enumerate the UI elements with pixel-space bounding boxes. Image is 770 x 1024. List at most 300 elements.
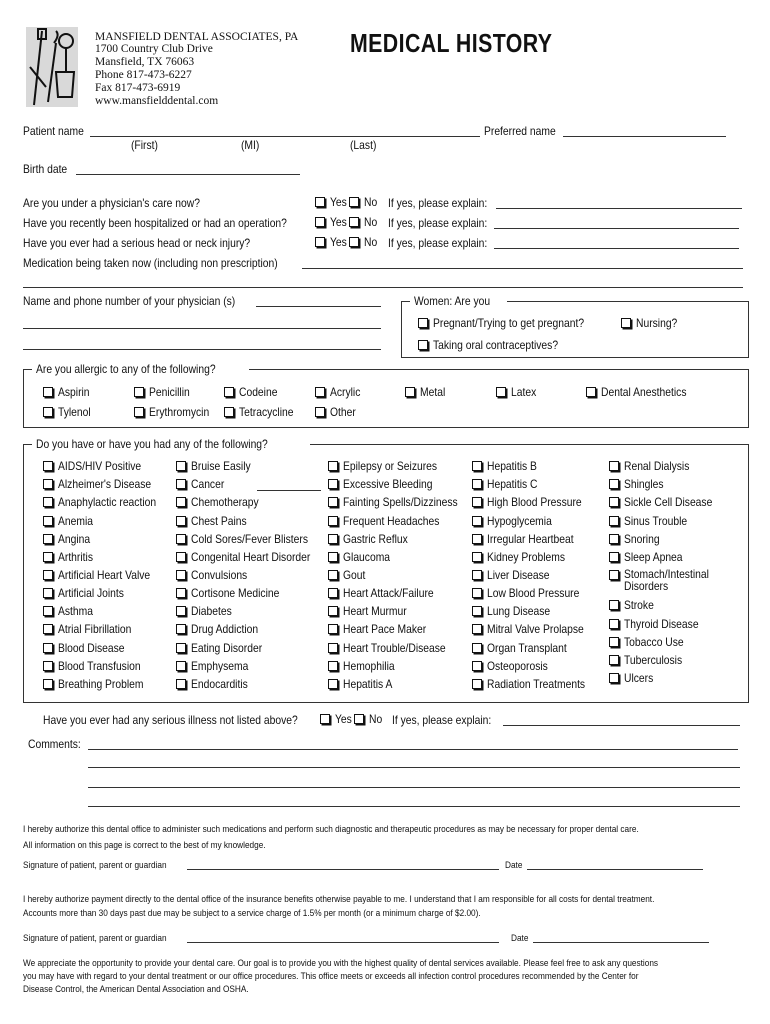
nursing-label: Nursing? bbox=[636, 316, 678, 330]
condition-item bbox=[609, 653, 692, 667]
condition-checkbox[interactable] bbox=[609, 655, 619, 665]
signature-field-2[interactable] bbox=[187, 942, 499, 943]
condition-label: Mitral Valve Prolapse bbox=[487, 622, 584, 636]
allergy-label: Metal bbox=[420, 385, 446, 399]
fax: Fax 817-473-6919 bbox=[95, 82, 181, 94]
condition-checkbox[interactable] bbox=[472, 606, 482, 616]
condition-item bbox=[472, 604, 560, 618]
serious-options bbox=[320, 712, 384, 726]
condition-label: Liver Disease bbox=[487, 568, 550, 582]
q3-explain-field[interactable] bbox=[494, 248, 739, 249]
date-field-2[interactable] bbox=[533, 942, 709, 943]
checkbox[interactable] bbox=[43, 407, 53, 417]
condition-label: Sinus Trouble bbox=[624, 514, 688, 528]
condition-label: Stomach/Intestinal Disorders bbox=[624, 567, 709, 593]
condition-label: Blood Transfusion bbox=[58, 659, 141, 673]
condition-checkbox[interactable] bbox=[176, 606, 186, 616]
signature-label-2: Signature of patient, parent or guardian bbox=[23, 933, 167, 944]
condition-label: Congenital Heart Disorder bbox=[191, 550, 311, 564]
condition-checkbox[interactable] bbox=[472, 497, 482, 507]
allergy-dental-anesthetics bbox=[586, 385, 700, 399]
condition-checkbox[interactable] bbox=[328, 661, 338, 671]
birth-date-label: Birth date bbox=[23, 162, 68, 176]
condition-item bbox=[43, 459, 155, 473]
condition-checkbox[interactable] bbox=[176, 588, 186, 598]
condition-label: Heart Trouble/Disease bbox=[343, 641, 446, 655]
website[interactable]: www.mansfielddental.com bbox=[95, 95, 219, 107]
condition-item bbox=[472, 641, 580, 655]
q1-options bbox=[315, 195, 379, 209]
question-hospitalized: Have you recently been hospitalized or had an operation? bbox=[23, 216, 287, 230]
allergy-label: Other bbox=[330, 405, 356, 419]
date-label-2: Date bbox=[511, 933, 529, 944]
condition-item bbox=[328, 677, 400, 691]
condition-label: Hepatitis A bbox=[343, 677, 393, 691]
allergy-aspirin bbox=[43, 385, 95, 399]
condition-label: Ulcers bbox=[624, 671, 654, 685]
pregnant-checkbox[interactable] bbox=[418, 318, 428, 328]
allergy-acrylic bbox=[315, 385, 365, 399]
checkbox[interactable] bbox=[496, 387, 506, 397]
condition-label: Asthma bbox=[58, 604, 93, 618]
condition-item bbox=[609, 495, 727, 509]
conditions-legend: Do you have or have you had any of the following? bbox=[36, 437, 268, 451]
condition-label: Convulsions bbox=[191, 568, 248, 582]
condition-label: Chest Pains bbox=[191, 514, 247, 528]
condition-checkbox[interactable] bbox=[609, 497, 619, 507]
condition-label: Hepatitis C bbox=[487, 477, 538, 491]
condition-label: Anemia bbox=[58, 514, 93, 528]
condition-item bbox=[609, 459, 700, 473]
first-name-label: (First) bbox=[131, 138, 158, 152]
condition-label: Artificial Joints bbox=[58, 586, 124, 600]
condition-item bbox=[176, 641, 274, 655]
allergy-label: Tetracycline bbox=[239, 405, 294, 419]
condition-label: Endocarditis bbox=[191, 677, 248, 691]
condition-label: Snoring bbox=[624, 532, 660, 546]
last-name-label: (Last) bbox=[350, 138, 377, 152]
checkbox[interactable] bbox=[224, 387, 234, 397]
allergy-erythromycin bbox=[134, 405, 219, 419]
condition-item bbox=[609, 550, 692, 564]
q1-no-checkbox[interactable] bbox=[349, 197, 359, 207]
allergy-codeine bbox=[224, 385, 284, 399]
condition-label: Low Blood Pressure bbox=[487, 586, 580, 600]
serious-explain-label: If yes, please explain: bbox=[392, 713, 492, 727]
physician-label: Name and phone number of your physician (s) bbox=[23, 294, 236, 308]
condition-label: Heart Pace Maker bbox=[343, 622, 427, 636]
condition-checkbox[interactable] bbox=[176, 570, 186, 580]
condition-item bbox=[176, 532, 327, 546]
condition-checkbox[interactable] bbox=[176, 679, 186, 689]
condition-checkbox[interactable] bbox=[328, 606, 338, 616]
serious-explain-field[interactable] bbox=[503, 725, 740, 726]
condition-checkbox[interactable] bbox=[43, 516, 53, 526]
condition-item bbox=[609, 532, 665, 546]
comments-field-2[interactable] bbox=[88, 767, 740, 768]
condition-item bbox=[609, 568, 744, 592]
condition-item bbox=[176, 622, 269, 636]
closing-text-1: We appreciate the opportunity to provide your dental care. Our goal is to provide you with the highest quality of dental services available. Please feel free to ask any questions bbox=[23, 958, 659, 969]
condition-checkbox[interactable] bbox=[43, 534, 53, 544]
condition-item bbox=[43, 659, 154, 673]
closing-text-2: you may have with regard to your dental treatment or our office procedures. This office meets or exceeds all infection control procedures recommended by the Center for bbox=[23, 971, 639, 982]
medication-field-2[interactable] bbox=[23, 287, 743, 288]
condition-item bbox=[609, 635, 693, 649]
cancer-type-field[interactable] bbox=[257, 490, 321, 491]
condition-checkbox[interactable] bbox=[609, 552, 619, 562]
condition-label: Cancer bbox=[191, 477, 225, 491]
comments-field-1[interactable] bbox=[88, 749, 738, 750]
checkbox[interactable] bbox=[134, 407, 144, 417]
checkbox[interactable] bbox=[586, 387, 596, 397]
medication-label: Medication being taken now (including non prescription) bbox=[23, 256, 278, 270]
condition-label: Cortisone Medicine bbox=[191, 586, 280, 600]
checkbox[interactable] bbox=[405, 387, 415, 397]
pregnant-option bbox=[418, 316, 609, 330]
question-physician-care: Are you under a physician's care now? bbox=[23, 196, 200, 210]
condition-label: Radiation Treatments bbox=[487, 677, 586, 691]
condition-label: Drug Addiction bbox=[191, 622, 259, 636]
condition-item bbox=[328, 495, 476, 509]
condition-checkbox[interactable] bbox=[176, 479, 186, 489]
condition-label: Chemotherapy bbox=[191, 495, 259, 509]
allergy-tylenol bbox=[43, 405, 96, 419]
condition-label: Heart Murmur bbox=[343, 604, 407, 618]
nursing-checkbox[interactable] bbox=[621, 318, 631, 328]
allergy-label: Dental Anesthetics bbox=[601, 385, 687, 399]
condition-label: Anaphylactic reaction bbox=[58, 495, 157, 509]
condition-item bbox=[328, 514, 455, 528]
condition-item bbox=[176, 477, 230, 491]
condition-checkbox[interactable] bbox=[176, 516, 186, 526]
signature-field-1[interactable] bbox=[187, 869, 499, 870]
condition-item bbox=[176, 514, 256, 528]
condition-checkbox[interactable] bbox=[472, 479, 482, 489]
condition-checkbox[interactable] bbox=[472, 624, 482, 634]
condition-checkbox[interactable] bbox=[43, 679, 53, 689]
condition-checkbox[interactable] bbox=[43, 588, 53, 598]
condition-checkbox[interactable] bbox=[176, 643, 186, 653]
medication-field[interactable] bbox=[302, 268, 743, 269]
condition-checkbox[interactable] bbox=[176, 624, 186, 634]
condition-item bbox=[328, 659, 403, 673]
mi-label: (MI) bbox=[241, 138, 260, 152]
checkbox[interactable] bbox=[43, 387, 53, 397]
date-label-1: Date bbox=[505, 860, 523, 871]
authorization-text-1b: All information on this page is correct to the best of my knowledge. bbox=[23, 840, 266, 851]
condition-item bbox=[43, 550, 99, 564]
condition-label: Sleep Apnea bbox=[624, 550, 683, 564]
condition-item bbox=[472, 568, 560, 582]
condition-item bbox=[43, 604, 99, 618]
condition-label: Angina bbox=[58, 532, 91, 546]
condition-checkbox[interactable] bbox=[43, 624, 53, 634]
yes-label: Yes bbox=[330, 215, 347, 229]
condition-checkbox[interactable] bbox=[472, 661, 482, 671]
condition-item bbox=[43, 586, 135, 600]
condition-label: Thyroid Disease bbox=[624, 617, 699, 631]
practice-name: MANSFIELD DENTAL ASSOCIATES, PA bbox=[95, 31, 299, 43]
condition-item bbox=[328, 477, 447, 491]
condition-label: Excessive Bleeding bbox=[343, 477, 433, 491]
condition-item bbox=[328, 550, 398, 564]
allergy-label: Acrylic bbox=[330, 385, 361, 399]
condition-item bbox=[176, 677, 257, 691]
condition-item bbox=[472, 586, 594, 600]
no-label: No bbox=[363, 215, 378, 229]
condition-checkbox[interactable] bbox=[43, 552, 53, 562]
physician-field-3[interactable] bbox=[23, 349, 381, 350]
allergy-penicillin bbox=[134, 385, 196, 399]
allergy-label: Codeine bbox=[239, 385, 278, 399]
contraceptives-checkbox[interactable] bbox=[418, 340, 428, 350]
practice-logo bbox=[26, 27, 78, 107]
condition-checkbox[interactable] bbox=[472, 461, 482, 471]
condition-label: Bruise Easily bbox=[191, 459, 251, 473]
condition-checkbox[interactable] bbox=[472, 679, 482, 689]
condition-item bbox=[43, 532, 95, 546]
condition-label: Osteoporosis bbox=[487, 659, 548, 673]
address-line1: 1700 Country Club Drive bbox=[95, 43, 213, 55]
serious-yes-checkbox[interactable] bbox=[320, 714, 330, 724]
allergy-metal bbox=[405, 385, 449, 399]
allergy-label: Erythromycin bbox=[149, 405, 210, 419]
condition-checkbox[interactable] bbox=[609, 534, 619, 544]
condition-checkbox[interactable] bbox=[609, 516, 619, 526]
q3-yes-checkbox[interactable] bbox=[315, 237, 325, 247]
patient-name-field[interactable] bbox=[90, 136, 480, 137]
condition-item bbox=[43, 622, 143, 636]
q1-explain-label: If yes, please explain: bbox=[388, 196, 488, 210]
no-label: No bbox=[368, 712, 383, 726]
women-legend: Women: Are you bbox=[414, 294, 491, 308]
condition-item bbox=[176, 604, 238, 618]
condition-item bbox=[43, 677, 157, 691]
condition-checkbox[interactable] bbox=[472, 588, 482, 598]
condition-checkbox[interactable] bbox=[609, 570, 619, 580]
allergy-label: Latex bbox=[511, 385, 537, 399]
condition-checkbox[interactable] bbox=[328, 534, 338, 544]
condition-checkbox[interactable] bbox=[43, 643, 53, 653]
condition-checkbox[interactable] bbox=[328, 588, 338, 598]
condition-checkbox[interactable] bbox=[472, 516, 482, 526]
condition-item bbox=[176, 586, 294, 600]
condition-checkbox[interactable] bbox=[176, 461, 186, 471]
allergy-label: Tylenol bbox=[58, 405, 91, 419]
condition-label: Artificial Heart Valve bbox=[58, 568, 151, 582]
physician-field-2[interactable] bbox=[23, 328, 381, 329]
serious-no-checkbox[interactable] bbox=[354, 714, 364, 724]
q1-yes-checkbox[interactable] bbox=[315, 197, 325, 207]
comments-field-4[interactable] bbox=[88, 806, 740, 807]
condition-checkbox[interactable] bbox=[43, 606, 53, 616]
condition-checkbox[interactable] bbox=[609, 637, 619, 647]
condition-item bbox=[472, 495, 597, 509]
condition-label: Sickle Cell Disease bbox=[624, 495, 713, 509]
q3-no-checkbox[interactable] bbox=[349, 237, 359, 247]
condition-item bbox=[609, 477, 670, 491]
nursing-option bbox=[621, 316, 684, 330]
q2-options bbox=[315, 215, 379, 229]
condition-item bbox=[176, 659, 258, 673]
condition-label: Emphysema bbox=[191, 659, 249, 673]
condition-item bbox=[176, 568, 256, 582]
condition-checkbox[interactable] bbox=[43, 570, 53, 580]
condition-item bbox=[176, 459, 260, 473]
contraceptives-option bbox=[418, 338, 578, 352]
condition-checkbox[interactable] bbox=[328, 479, 338, 489]
signature-label-1: Signature of patient, parent or guardian bbox=[23, 860, 167, 871]
condition-label: Atrial Fibrillation bbox=[58, 622, 132, 636]
condition-label: Frequent Headaches bbox=[343, 514, 440, 528]
condition-checkbox[interactable] bbox=[328, 497, 338, 507]
condition-checkbox[interactable] bbox=[472, 534, 482, 544]
condition-checkbox[interactable] bbox=[328, 516, 338, 526]
condition-item bbox=[472, 659, 558, 673]
allergy-label: Penicillin bbox=[149, 385, 190, 399]
condition-label: Organ Transplant bbox=[487, 641, 567, 655]
condition-item bbox=[472, 477, 546, 491]
condition-label: Breathing Problem bbox=[58, 677, 144, 691]
condition-checkbox[interactable] bbox=[609, 479, 619, 489]
condition-label: Shingles bbox=[624, 477, 664, 491]
birth-date-field[interactable] bbox=[76, 174, 300, 175]
condition-label: Epilepsy or Seizures bbox=[343, 459, 438, 473]
authorization-text-1a: I hereby authorize this dental office to administer such medications and perform such diagnostic and therapeutic procedures as may be necessary for proper dental care. bbox=[23, 824, 639, 835]
q3-explain-label: If yes, please explain: bbox=[388, 236, 488, 250]
condition-item bbox=[328, 586, 448, 600]
serious-illness-question: Have you ever had any serious illness not listed above? bbox=[43, 713, 298, 727]
patient-name-label: Patient name bbox=[23, 124, 84, 138]
condition-checkbox[interactable] bbox=[176, 552, 186, 562]
question-head-injury: Have you ever had a serious head or neck injury? bbox=[23, 236, 251, 250]
q2-explain-label: If yes, please explain: bbox=[388, 216, 488, 230]
contraceptives-label: Taking oral contraceptives? bbox=[433, 338, 559, 352]
condition-item bbox=[472, 677, 601, 691]
condition-checkbox[interactable] bbox=[43, 661, 53, 671]
authorization-text-2a: I hereby authorize payment directly to the dental office of the insurance benefits otherwise payable to me. I understand that I am responsible for all costs for dental treatment. bbox=[23, 894, 655, 905]
condition-label: Tobacco Use bbox=[624, 635, 684, 649]
condition-label: Kidney Problems bbox=[487, 550, 566, 564]
q2-no-checkbox[interactable] bbox=[349, 217, 359, 227]
yes-label: Yes bbox=[335, 712, 352, 726]
q1-explain-field[interactable] bbox=[496, 208, 742, 209]
allergy-tetracycline bbox=[224, 405, 302, 419]
q2-yes-checkbox[interactable] bbox=[315, 217, 325, 227]
checkbox[interactable] bbox=[315, 387, 325, 397]
checkbox[interactable] bbox=[224, 407, 234, 417]
condition-label: Blood Disease bbox=[58, 641, 125, 655]
condition-checkbox[interactable] bbox=[328, 461, 338, 471]
condition-item bbox=[43, 495, 172, 509]
condition-checkbox[interactable] bbox=[43, 461, 53, 471]
pregnant-label: Pregnant/Trying to get pregnant? bbox=[433, 316, 585, 330]
condition-item bbox=[43, 641, 135, 655]
condition-checkbox[interactable] bbox=[43, 479, 53, 489]
physician-field-1[interactable] bbox=[256, 306, 381, 307]
condition-label: Arthritis bbox=[58, 550, 93, 564]
checkbox[interactable] bbox=[315, 407, 325, 417]
condition-label: AIDS/HIV Positive bbox=[58, 459, 142, 473]
condition-label: Hypoglycemia bbox=[487, 514, 552, 528]
preferred-name-label: Preferred name bbox=[484, 124, 556, 138]
condition-checkbox[interactable] bbox=[472, 643, 482, 653]
condition-item bbox=[176, 550, 330, 564]
condition-label: Glaucoma bbox=[343, 550, 391, 564]
condition-item bbox=[609, 671, 658, 685]
allergy-latex bbox=[496, 385, 540, 399]
condition-item bbox=[43, 568, 165, 582]
condition-item bbox=[328, 568, 369, 582]
closing-text-3: Disease Control, the American Dental Association and OSHA. bbox=[23, 984, 249, 995]
condition-label: Hemophilia bbox=[343, 659, 395, 673]
condition-checkbox[interactable] bbox=[609, 600, 619, 610]
condition-checkbox[interactable] bbox=[43, 497, 53, 507]
condition-item bbox=[328, 641, 462, 655]
condition-item bbox=[176, 495, 270, 509]
condition-checkbox[interactable] bbox=[609, 673, 619, 683]
condition-checkbox[interactable] bbox=[328, 570, 338, 580]
condition-checkbox[interactable] bbox=[472, 570, 482, 580]
allergy-label: Aspirin bbox=[58, 385, 90, 399]
condition-item bbox=[472, 622, 600, 636]
condition-label: Irregular Heartbeat bbox=[487, 532, 574, 546]
condition-label: High Blood Pressure bbox=[487, 495, 582, 509]
condition-label: Alzheimer's Disease bbox=[58, 477, 152, 491]
comments-label: Comments: bbox=[28, 737, 81, 751]
condition-checkbox[interactable] bbox=[328, 679, 338, 689]
allergy-legend: Are you allergic to any of the following? bbox=[36, 362, 216, 376]
condition-label: Cold Sores/Fever Blisters bbox=[191, 532, 309, 546]
date-field-1[interactable] bbox=[527, 869, 703, 870]
condition-label: Gastric Reflux bbox=[343, 532, 408, 546]
condition-checkbox[interactable] bbox=[609, 619, 619, 629]
condition-checkbox[interactable] bbox=[609, 461, 619, 471]
condition-checkbox[interactable] bbox=[328, 624, 338, 634]
condition-checkbox[interactable] bbox=[328, 643, 338, 653]
condition-checkbox[interactable] bbox=[176, 534, 186, 544]
condition-item bbox=[43, 514, 99, 528]
condition-label: Tuberculosis bbox=[624, 653, 683, 667]
condition-label: Fainting Spells/Dizziness bbox=[343, 495, 458, 509]
condition-item bbox=[609, 617, 711, 631]
page-title: MEDICAL HISTORY bbox=[350, 28, 553, 58]
authorization-text-2b: Accounts more than 30 days past due may be subject to a service charge of 1.5% per month (or a minimum charge of $2.00). bbox=[23, 908, 481, 919]
condition-label: Diabetes bbox=[191, 604, 232, 618]
condition-label: Stroke bbox=[624, 598, 654, 612]
condition-label: Renal Dialysis bbox=[624, 459, 690, 473]
q2-explain-field[interactable] bbox=[494, 228, 739, 229]
condition-checkbox[interactable] bbox=[472, 552, 482, 562]
preferred-name-field[interactable] bbox=[563, 136, 726, 137]
condition-label: Heart Attack/Failure bbox=[343, 586, 434, 600]
condition-item bbox=[472, 514, 562, 528]
condition-label: Eating Disorder bbox=[191, 641, 263, 655]
phone: Phone 817-473-6227 bbox=[95, 69, 192, 81]
comments-field-3[interactable] bbox=[88, 787, 740, 788]
condition-item bbox=[472, 459, 545, 473]
dental-tools-icon bbox=[26, 27, 78, 107]
checkbox[interactable] bbox=[134, 387, 144, 397]
condition-label: Gout bbox=[343, 568, 366, 582]
condition-item bbox=[609, 514, 697, 528]
condition-checkbox[interactable] bbox=[176, 661, 186, 671]
no-label: No bbox=[363, 235, 378, 249]
condition-checkbox[interactable] bbox=[176, 497, 186, 507]
condition-item bbox=[328, 622, 440, 636]
condition-checkbox[interactable] bbox=[328, 552, 338, 562]
